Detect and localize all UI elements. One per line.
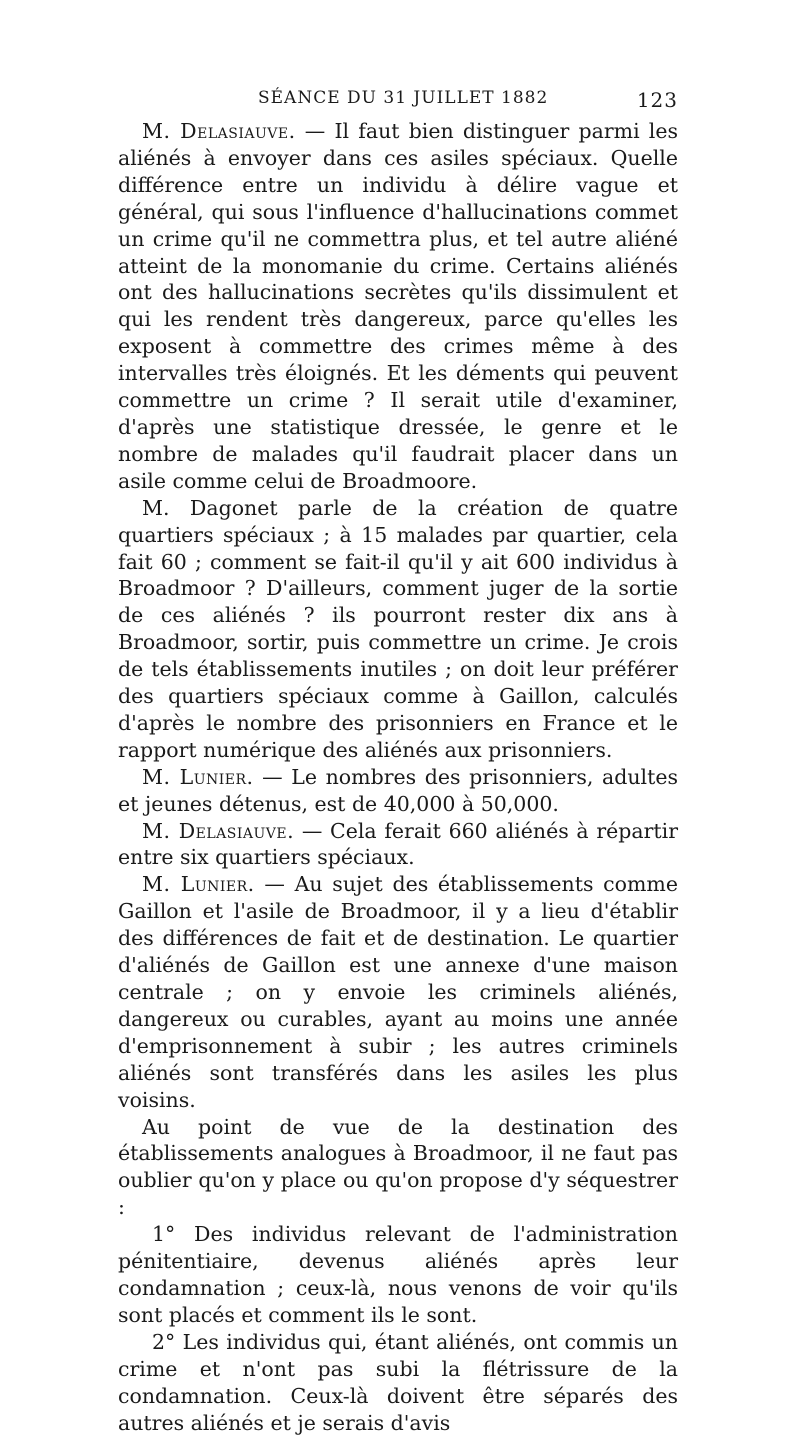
speaker-name: M. Lunier. <box>142 764 254 789</box>
speaker-name: M. Delasiauve. <box>142 119 296 143</box>
paragraph <box>118 495 678 764</box>
paragraph-text: Au point de vue de la destination des établissements analogues à Broadmoor, il ne faut pas oublier qu'on y place ou qu'on propose d'y séquestrer : <box>118 1114 678 1220</box>
body-text <box>118 118 678 1436</box>
paragraph-text: — Le nombres des prisonniers, adultes et jeunes détenus, est de 40,000 à 50,000. <box>118 764 678 816</box>
paragraph <box>118 118 678 495</box>
speaker-name: M. Delasiauve. <box>142 818 295 843</box>
list-item <box>118 1329 678 1436</box>
list-item <box>118 1221 678 1329</box>
page-number: 123 <box>636 88 678 112</box>
list-item-text: 1° Des individus relevant de l'administration pénitentiaire, devenus aliénés après leur condamnation ; ceux-là, nous venons de voir qu'ils sont placés et comment ils le sont. <box>118 1222 678 1327</box>
paragraph-text: — Cela ferait 660 aliénés à répartir entre six quartiers spéciaux. <box>118 818 679 870</box>
running-title: SÉANCE DU 31 JUILLET 1882 <box>258 88 549 108</box>
paragraph <box>118 818 678 872</box>
speaker-name: M. Lunier. <box>142 872 255 897</box>
paragraph <box>118 1114 678 1222</box>
paragraph <box>118 764 678 818</box>
paragraph <box>118 871 678 1113</box>
running-header <box>118 88 678 118</box>
paragraph-text: M. Dagonet parle de la création de quatre quartiers spéciaux ; à 15 malades par quartier, cela fait 60 ; comment se fait-il qu'il y ait 600 individus à Broadmoor ? D'ailleurs, comment juger de la sortie de ces aliénés ? ils pourront rester dix ans à Broadmoor, sortir, puis commettre un crime. Je crois de tels établissements inutiles ; on doit leur préférer des quartiers spéciaux comme à Gaillon, calculés d'après le nombre des prisonniers en France et le rapport numérique des aliénés aux prisonniers. <box>118 495 678 762</box>
book-page <box>118 88 678 1436</box>
paragraph-text: — Il faut bien distinguer parmi les aliénés à envoyer dans ces asiles spéciaux. Quelle différence entre un individu à délire vague et général, qui sous l'influence d'hallucinations commet un crime qu'il ne commettra plus, et tel autre aliéné atteint de la monomanie du crime. Certains aliénés ont des hallucinations secrètes qu'ils dissimulent et qui les rendent très dangereux, parce qu'elles les exposent à commettre des crimes même à des intervalles très éloignés. Et les déments qui peuvent commettre un crime ? Il serait utile d'examiner, d'après une statistique dressée, le genre et le nombre de malades qu'il faudrait placer dans un asile comme celui de Broadmoore. <box>118 119 678 493</box>
list-item-text: 2° Les individus qui, étant aliénés, ont commis un crime et n'ont pas subi la flétrissure de la condamnation. Ceux-là doivent être séparés des autres aliénés et je serais d'avis <box>118 1329 678 1435</box>
paragraph-text: — Au sujet des établissements comme Gaillon et l'asile de Broadmoor, il y a lieu d'établir des différences de fait et de destination. Le quartier d'aliénés de Gaillon est une annexe d'une maison centrale ; on y envoie les criminels aliénés, dangereux ou curables, ayant au moins une année d'emprisonnement à subir ; les autres criminels aliénés sont transférés dans les asiles les plus voisins. <box>118 872 678 1112</box>
